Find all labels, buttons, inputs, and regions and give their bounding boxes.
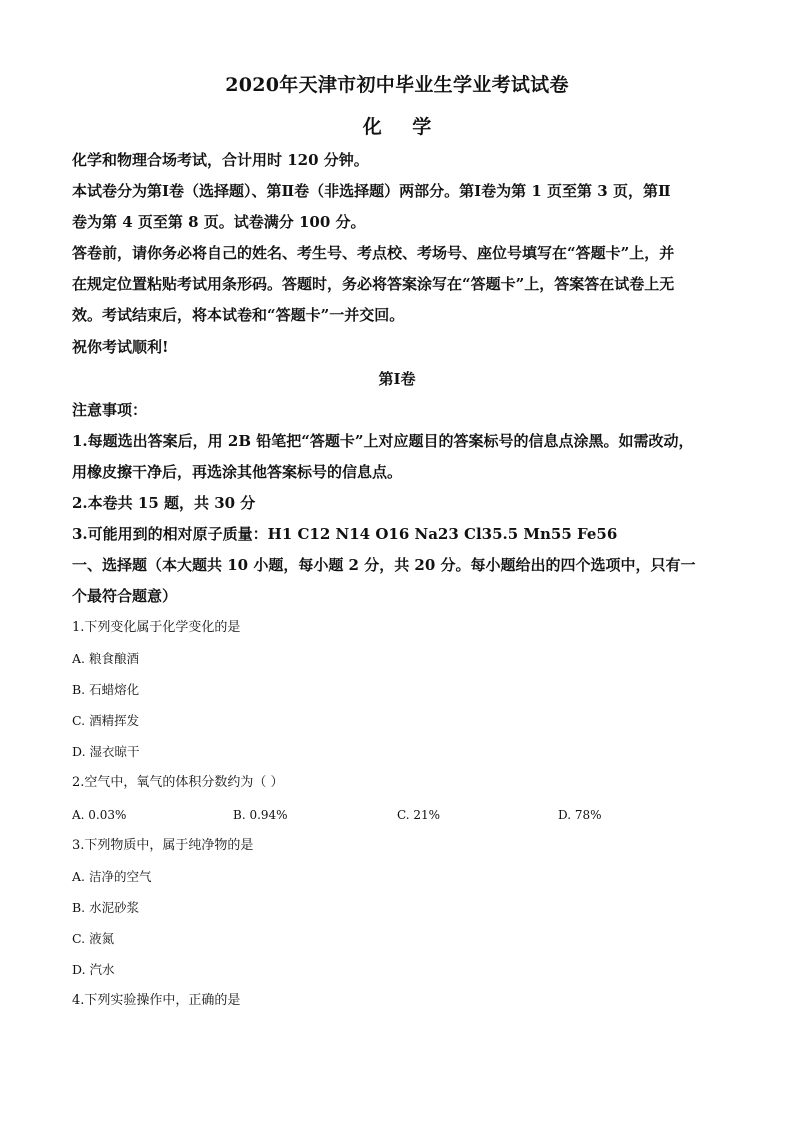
note-line: 1.每题选出答案后，用 2B 铅笔把“答题卡”上对应题目的答案标号的信息点涂黑。如需改动， [72, 432, 694, 450]
instruction-line: 本试卷分为第Ⅰ卷（选择题）、第Ⅱ卷（非选择题）两部分。第Ⅰ卷为第 1 页至第 3 页，第Ⅱ [72, 182, 671, 200]
question-stem: 4.下列实验操作中，正确的是 [72, 993, 241, 1008]
option-b: B. 水泥砂浆 [72, 900, 140, 915]
instruction-line: 在规定位置粘贴考试用条形码。答题时，务必将答案涂写在“答题卡”上，答案答在试卷上无 [72, 275, 675, 293]
question-stem: 1.下列变化属于化学变化的是 [72, 620, 241, 635]
instruction-line: 卷为第 4 页至第 8 页。试卷满分 100 分。 [72, 213, 366, 231]
option-d: D. 湿衣晾干 [72, 744, 140, 759]
option-a: A. 0.03% [72, 808, 127, 822]
notes-title: 注意事项： [72, 401, 148, 419]
part-title: 个最符合题意） [72, 587, 178, 605]
instruction-line: 答卷前，请你务必将自己的姓名、考生号、考点校、考场号、座位号填写在“答题卡”上，并 [72, 244, 675, 262]
instruction-line: 化学和物理合场考试，合计用时 120 分钟。 [72, 151, 369, 169]
option-c: C. 液氮 [72, 931, 115, 946]
instruction-line: 效。考试结束后，将本试卷和“答题卡”一并交回。 [72, 306, 405, 324]
option-b: B. 石蜡熔化 [72, 682, 140, 697]
option-d: D. 汽水 [72, 962, 115, 977]
part-title: 一、选择题（本大题共 10 小题，每小题 2 分，共 20 分。每小题给出的四个选项中，只有一 [72, 556, 696, 574]
option-b: B. 0.94% [233, 808, 288, 822]
option-a: A. 洁净的空气 [72, 869, 152, 884]
option-a: A. 粮食酿酒 [72, 651, 139, 666]
question-stem: 2.空气中，氧气的体积分数约为（ ） [72, 775, 284, 790]
atomic-mass-line: 3.可能用到的相对原子质量：H1 C12 N14 O16 Na23 Cl35.5 Mn55 Fe56 [72, 525, 618, 543]
section-heading: 第Ⅰ卷 [378, 370, 416, 388]
option-d: D. 78% [558, 808, 602, 822]
option-row [72, 805, 732, 825]
good-luck-line: 祝你考试顺利! [72, 338, 169, 356]
note-line: 用橡皮擦干净后，再选涂其他答案标号的信息点。 [72, 463, 403, 481]
note-line: 2.本卷共 15 题，共 30 分 [72, 494, 256, 512]
subject-heading: 化 学 [362, 116, 432, 138]
exam-title: 2020年天津市初中毕业生学业考试试卷 [225, 74, 569, 96]
option-c: C. 酒精挥发 [72, 713, 140, 728]
question-stem: 3.下列物质中，属于纯净物的是 [72, 838, 254, 853]
option-c: C. 21% [397, 808, 441, 822]
